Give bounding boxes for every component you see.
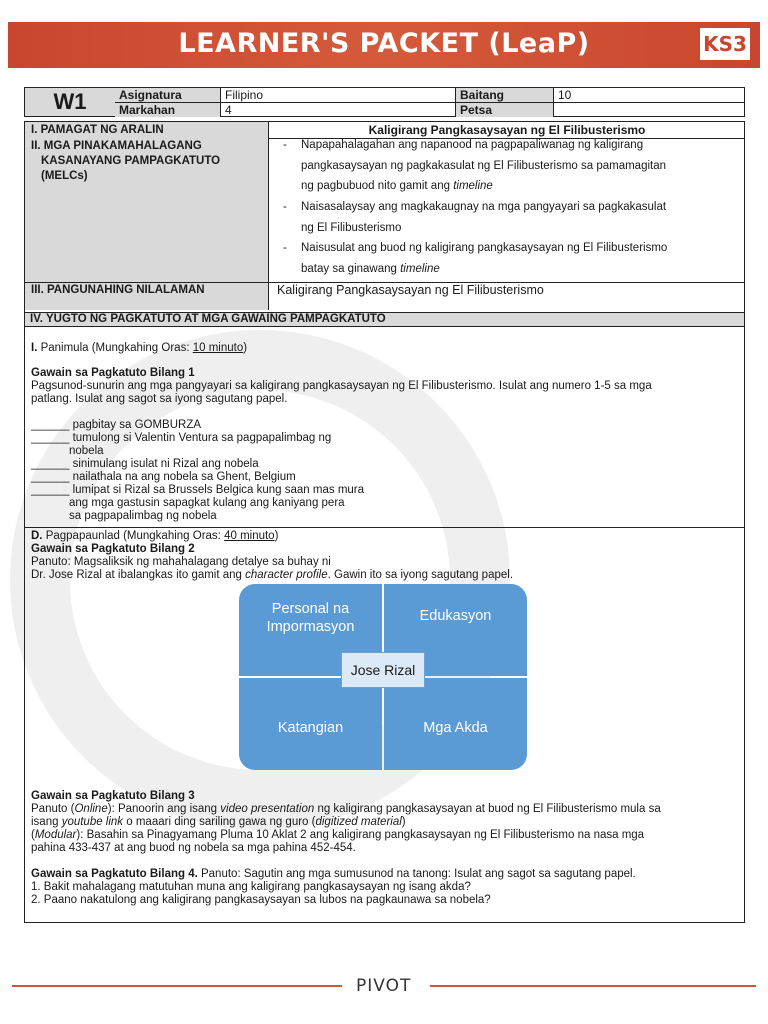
g3-italic: video presentation bbox=[220, 803, 315, 815]
gawain-2-line-2 bbox=[31, 569, 513, 582]
item-text: sinimulang isulat ni Rizal ang nobela bbox=[69, 458, 259, 470]
pagpapaunlad-time: 40 minuto bbox=[224, 530, 275, 542]
section-melcs-3: (MELCs) bbox=[41, 170, 88, 182]
week-label: W1 bbox=[25, 88, 116, 116]
g3-italic: Online bbox=[74, 803, 108, 815]
panimula-close: ) bbox=[243, 342, 248, 354]
melc-2-line-2: ng El Filibusterismo bbox=[301, 221, 402, 234]
g3-text: ): Basahin sa Pinagyamang Pluma 10 Aklat 2 ang kaligirang pangkasaysayan ng El Filibusterismo na nasa mga bbox=[76, 829, 645, 841]
melc-item-2 bbox=[301, 197, 741, 238]
center-label-jose-rizal: Jose Rizal bbox=[341, 652, 425, 688]
gawain-4-title: Gawain sa Pagkatuto Bilang 4. bbox=[31, 868, 198, 880]
question-1: 1. Bakit mahalagang matutuhan muna ang kaligirang pangkasaysayan ng isang akda? bbox=[31, 881, 471, 893]
quadrant-label: Impormasyon bbox=[266, 619, 355, 635]
g3-text: Panuto ( bbox=[31, 803, 75, 815]
g3-italic: Modular bbox=[34, 829, 77, 841]
question-2: 2. Paano nakatulong ang kaligirang pangkasaysayan sa lubos na pagkaunawa sa nobela? bbox=[31, 894, 491, 906]
g3-text: isang bbox=[31, 816, 62, 828]
bullet-dash: - bbox=[283, 139, 287, 151]
section-pamagat: I. PAMAGAT NG ARALIN bbox=[31, 124, 164, 136]
section-melcs-1: II. MGA PINAKAMAHALAGANG bbox=[31, 140, 202, 152]
gawain-4-instruction: Panuto: Sagutin ang mga sumusunod na tanong: Isulat ang sagot sa sagutang papel. bbox=[197, 868, 636, 880]
pagpapaunlad-letter: D. bbox=[31, 530, 43, 542]
item-text: pagbitay sa GOMBURZA bbox=[69, 419, 202, 431]
g3-text: ng kaligirang pangkasaysayan at buod ng El Filibusterismo mula sa bbox=[314, 803, 661, 815]
list-item bbox=[31, 458, 259, 471]
melc-1-line-3: ng pagbubuod nito gamit ang bbox=[301, 180, 450, 192]
gawain-1-instruction-2: patlang. Isulat ang sagot sa iyong sagutang papel. bbox=[31, 393, 288, 405]
asignatura-value: Filipino bbox=[221, 88, 456, 103]
header-banner bbox=[8, 22, 760, 68]
pivot-logo: PIVOT bbox=[356, 976, 412, 996]
g3-text: ( bbox=[31, 829, 35, 841]
pagpapaunlad-text: Pagpapaunlad (Mungkahing Oras: bbox=[42, 530, 225, 542]
quadrant-katangian: Katangian bbox=[239, 678, 382, 770]
panimula-time: 10 minuto bbox=[192, 342, 244, 354]
ks3-badge: KS3 bbox=[700, 28, 750, 60]
answer-blank: ______ bbox=[31, 432, 70, 444]
info-table bbox=[24, 87, 745, 117]
footer-rule-left bbox=[12, 985, 342, 987]
pagpapaunlad-close: ) bbox=[274, 530, 279, 542]
quadrant-edukasyon: Edukasyon bbox=[384, 584, 527, 676]
section-melcs-2: KASANAYANG PAMPAGKATUTO bbox=[41, 155, 221, 167]
gawain-1-title: Gawain sa Pagkatuto Bilang 1 bbox=[31, 367, 195, 379]
melc-item-3 bbox=[301, 238, 741, 279]
section-nilalaman: III. PANGUNAHING NILALAMAN bbox=[31, 284, 205, 296]
item-text: tumulong si Valentin Ventura sa pagpapalimbag ng bbox=[69, 432, 332, 444]
answer-blank: ______ bbox=[31, 419, 70, 431]
gawain-2-title: Gawain sa Pagkatuto Bilang 2 bbox=[31, 543, 195, 555]
g3-text: ) bbox=[401, 816, 406, 828]
answer-blank: ______ bbox=[31, 484, 70, 496]
melc-1-italic: timeline bbox=[453, 180, 493, 192]
lesson-title: Kaligirang Pangkasaysayan ng El Filibusterismo bbox=[269, 122, 745, 139]
item-text: nailathala na ang nobela sa Ghent, Belgium bbox=[69, 471, 296, 483]
section-yugto: IV. YUGTO NG PAGKATUTO AT MGA GAWAING PAMPAGKATUTO bbox=[25, 312, 744, 327]
divider bbox=[25, 282, 269, 283]
footer-rule-right bbox=[430, 985, 756, 987]
quadrant-mga-akda: Mga Akda bbox=[384, 678, 527, 770]
list-item bbox=[31, 419, 201, 432]
melc-1-line-1: Napapahalagahan ang napanood na pagpapaliwanag ng kaligirang bbox=[301, 139, 644, 151]
panimula-heading bbox=[31, 342, 247, 355]
divider bbox=[25, 527, 744, 528]
banner-title: LEARNER'S PACKET (LeaP) bbox=[178, 28, 590, 59]
gawain-3-title: Gawain sa Pagkatuto Bilang 3 bbox=[31, 790, 195, 802]
melc-3-line-2: batay sa ginawang bbox=[301, 262, 397, 275]
melc-item-1 bbox=[301, 135, 741, 197]
melc-3-italic: timeline bbox=[400, 262, 440, 275]
g3-text: o maaari ding sariling gawa ng guro ( bbox=[123, 816, 316, 828]
answer-blank: ______ bbox=[31, 471, 70, 483]
gawain-3-line-1 bbox=[31, 803, 661, 816]
list-item-cont: sa pagpapalimbag ng nobela bbox=[69, 510, 217, 522]
panimula-text: Panimula (Mungkahing Oras: bbox=[37, 342, 193, 354]
gawain-3-line-4: pahina 433-437 at ang buod ng nobela sa mga pahina 452-454. bbox=[31, 842, 356, 854]
character-profile-diagram bbox=[239, 584, 527, 770]
gawain-3-line-2 bbox=[31, 816, 406, 829]
nilalaman-value: Kaligirang Pangkasaysayan ng El Filibusterismo bbox=[269, 282, 745, 310]
baitang-value: 10 bbox=[554, 88, 745, 103]
lesson-table bbox=[24, 121, 745, 923]
item-text: lumipat si Rizal sa Brussels Belgica kung saan mas mura bbox=[69, 484, 365, 496]
bullet-dash: - bbox=[283, 201, 287, 213]
g3-italic: youtube link bbox=[61, 816, 124, 828]
markahan-label: Markahan bbox=[115, 103, 221, 117]
g2-italic: character profile bbox=[245, 569, 328, 581]
panimula-letter: I. bbox=[31, 342, 38, 354]
melc-3-line-1: Naisusulat ang buod ng kaligirang pangkasaysayan ng El Filibusterismo bbox=[301, 242, 668, 254]
list-item bbox=[31, 484, 364, 497]
g3-italic: digitized material bbox=[315, 816, 402, 828]
gawain-4-heading bbox=[31, 868, 636, 881]
quadrant-label: Personal na bbox=[271, 601, 350, 617]
petsa-label: Petsa bbox=[456, 103, 554, 117]
g2-text-c: . Gawin ito sa iyong sagutang papel. bbox=[327, 569, 514, 581]
pagpapaunlad-heading bbox=[31, 530, 278, 543]
list-item bbox=[31, 432, 331, 445]
petsa-value bbox=[554, 103, 745, 117]
markahan-value: 4 bbox=[221, 103, 456, 117]
answer-blank: ______ bbox=[31, 458, 70, 470]
list-item-cont: nobela bbox=[69, 445, 104, 457]
list-item bbox=[31, 471, 296, 484]
g3-text: ): Panoorin ang isang bbox=[107, 803, 221, 815]
gawain-1-instruction-1: Pagsunod-sunurin ang mga pangyayari sa kaligirang pangkasaysayan ng El Filibusterismo. Isulat ang numero 1-5 sa mga bbox=[31, 380, 652, 392]
gawain-3-line-3 bbox=[31, 829, 644, 842]
bullet-dash: - bbox=[283, 242, 287, 254]
list-item-cont: ang mga gastusin sapagkat kulang ang kaniyang pera bbox=[69, 497, 345, 509]
asignatura-label: Asignatura bbox=[115, 88, 221, 103]
g2-text-a: Dr. Jose Rizal at ibalangkas ito gamit ang bbox=[31, 569, 246, 581]
melc-1-line-2: pangkasaysayan ng pagkakasulat ng El Filibusterismo sa pamamagitan bbox=[301, 159, 667, 172]
baitang-label: Baitang bbox=[456, 88, 554, 103]
melc-2-line-1: Naisasalaysay ang magkakaugnay na mga pangyayari sa pagkakasulat bbox=[301, 201, 667, 213]
gawain-2-line-1: Panuto: Magsaliksik ng mahahalagang detalye sa buhay ni bbox=[31, 556, 331, 568]
